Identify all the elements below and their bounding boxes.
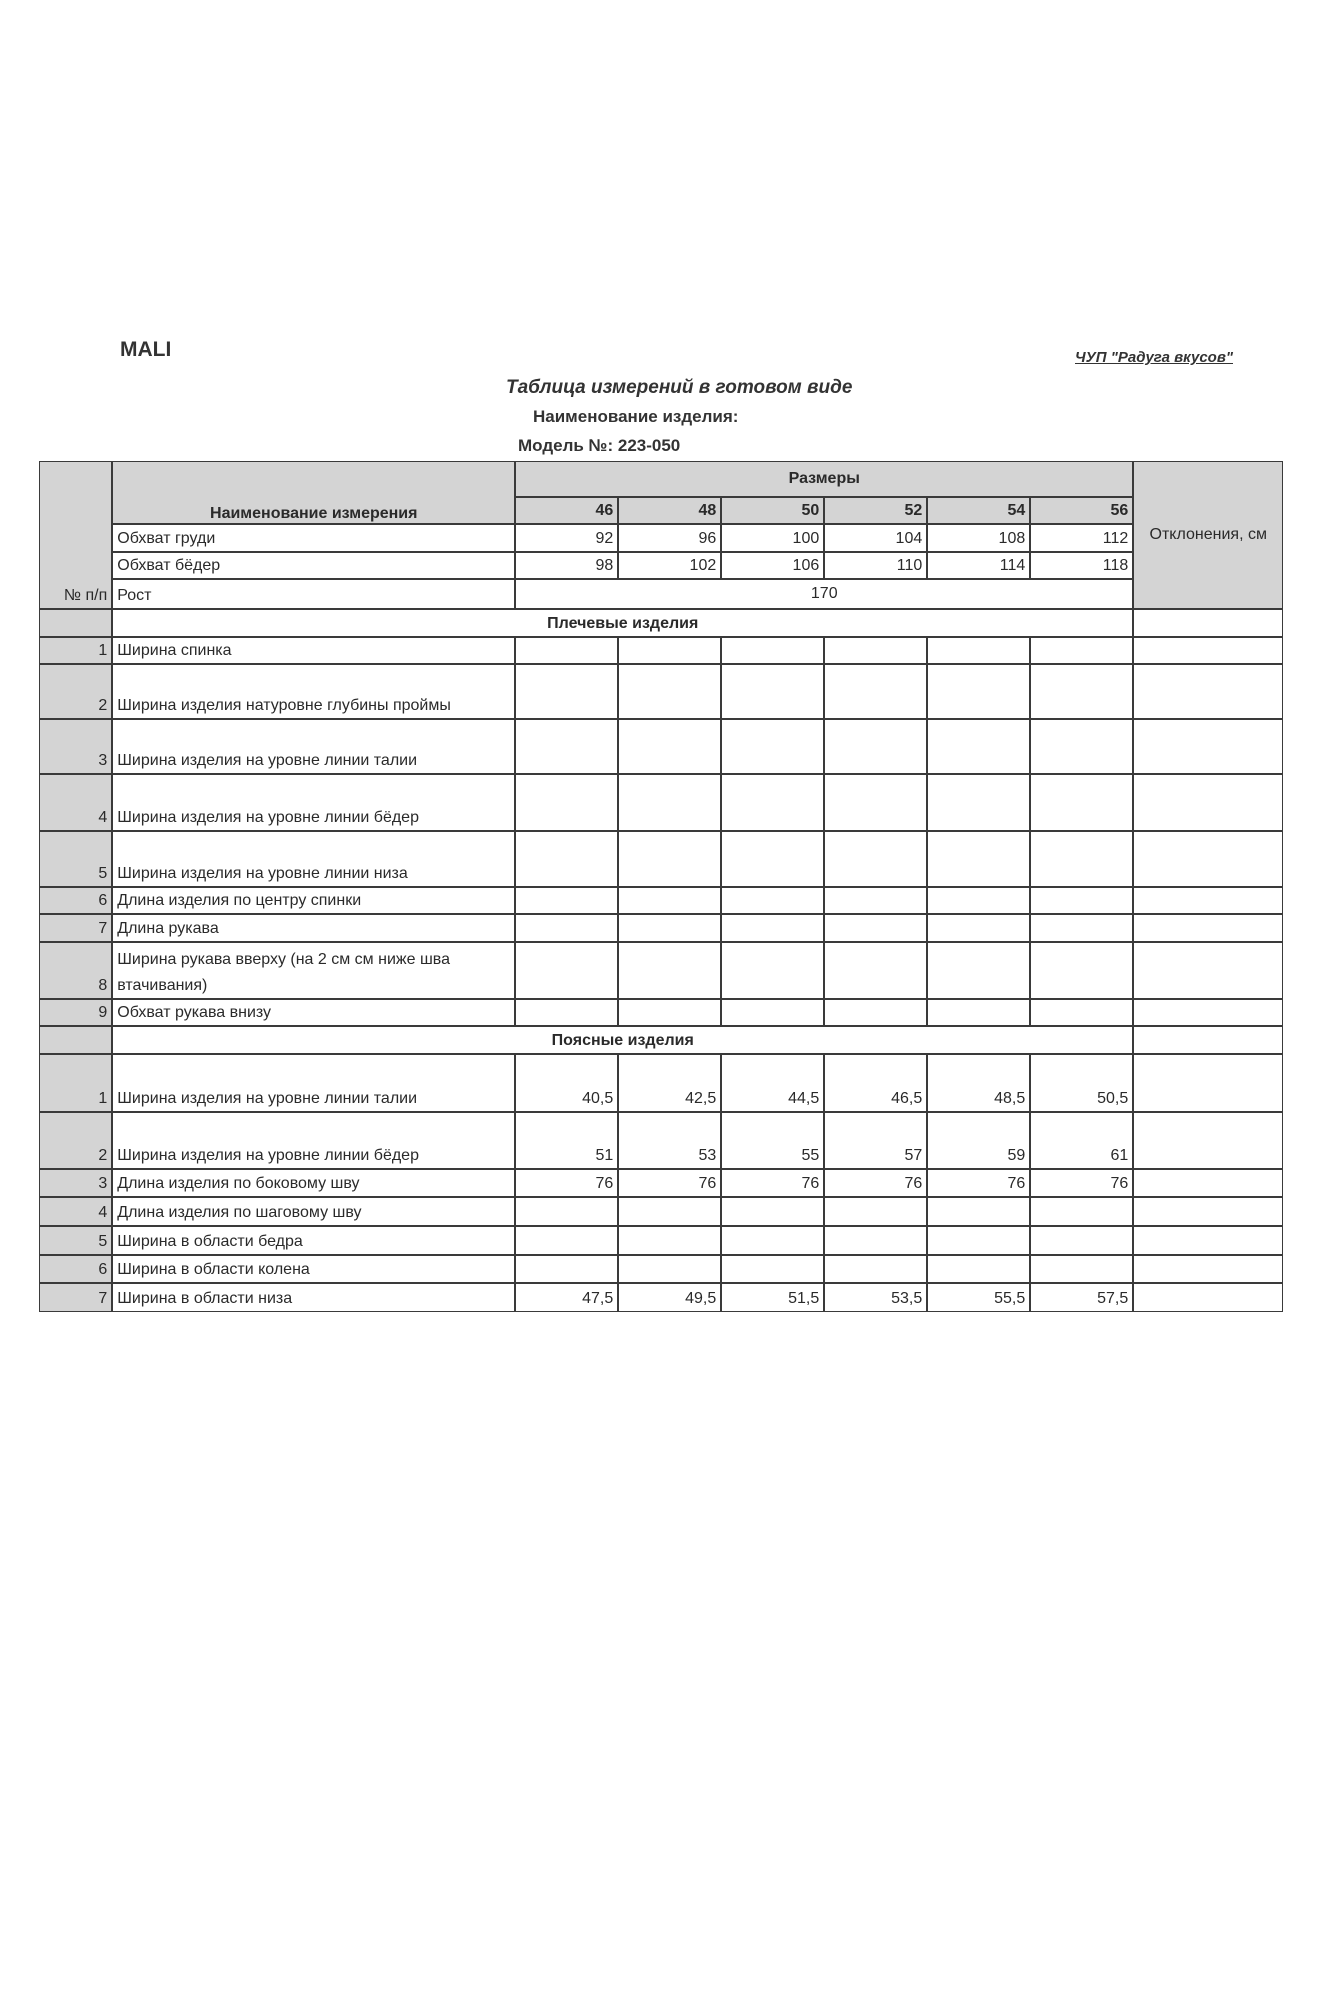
measurement-value [1030, 999, 1133, 1026]
measurement-value [824, 637, 927, 664]
measurement-value [927, 1197, 1030, 1226]
measurement-value [618, 887, 721, 914]
deviation-cell [1133, 1255, 1283, 1283]
measurement-value [721, 914, 824, 942]
row-number: 6 [39, 887, 112, 914]
deviation-cell [1133, 914, 1283, 942]
measurement-value [515, 887, 618, 914]
deviation-cell [1133, 664, 1283, 719]
deviation-cell [1133, 1054, 1283, 1112]
row-number: 2 [39, 1112, 112, 1169]
measurement-value: 49,5 [618, 1283, 721, 1312]
measurement-value [824, 664, 927, 719]
measurement-value [1030, 774, 1133, 831]
size-column-header: 46 [515, 497, 618, 524]
measurement-value [618, 1197, 721, 1226]
deviation-cell [1133, 1169, 1283, 1197]
measurement-value [1030, 887, 1133, 914]
measurement-value [1030, 1255, 1133, 1283]
measurement-value [515, 774, 618, 831]
row-number: 4 [39, 774, 112, 831]
measurement-name: Ширина изделия на уровне линии низа [112, 831, 515, 887]
row-number: 4 [39, 1197, 112, 1226]
measurement-value [824, 774, 927, 831]
row-number-header: № п/п [39, 461, 112, 609]
measurement-name: Ширина в области колена [112, 1255, 515, 1283]
body-param-value: 114 [927, 552, 1030, 579]
measurement-value [824, 1226, 927, 1255]
measurement-value [618, 719, 721, 774]
body-param-value: 92 [515, 524, 618, 552]
measurement-value [721, 999, 824, 1026]
measurement-name: Ширина в области бедра [112, 1226, 515, 1255]
measurement-value [721, 831, 824, 887]
measurement-value [1030, 719, 1133, 774]
row-number: 8 [39, 942, 112, 999]
measurement-value [1030, 1226, 1133, 1255]
measurement-name: Обхват рукава внизу [112, 999, 515, 1026]
deviation-cell [1133, 719, 1283, 774]
body-param-label: Рост [112, 579, 515, 609]
measurement-value [927, 999, 1030, 1026]
measurement-value [824, 914, 927, 942]
deviation-cell [1133, 1226, 1283, 1255]
measurement-name: Длина изделия по шаговому шву [112, 1197, 515, 1226]
measurement-name: Ширина изделия на уровне линии бёдер [112, 1112, 515, 1169]
measurement-value [618, 999, 721, 1026]
measurement-value: 47,5 [515, 1283, 618, 1312]
measurement-value: 51,5 [721, 1283, 824, 1312]
body-param-value: 100 [721, 524, 824, 552]
measurement-value [927, 914, 1030, 942]
measurement-name: Ширина в области низа [112, 1283, 515, 1312]
measurement-value [515, 1226, 618, 1255]
measurement-value [927, 1226, 1030, 1255]
measurement-value [721, 1255, 824, 1283]
measurement-table [40, 462, 1284, 1346]
deviation-cell [1133, 1197, 1283, 1226]
measurement-value: 57 [824, 1112, 927, 1169]
measurement-value [618, 914, 721, 942]
section-title: Поясные изделия [112, 1026, 1133, 1054]
measurement-name: Ширина изделия на уровне линии талии [112, 719, 515, 774]
measurement-value [824, 999, 927, 1026]
body-param-value: 112 [1030, 524, 1133, 552]
measurement-name: Ширина рукава вверху (на 2 см см ниже шва втачивания) [112, 942, 515, 999]
row-number: 2 [39, 664, 112, 719]
measurement-value: 76 [1030, 1169, 1133, 1197]
measurement-value [824, 887, 927, 914]
measurement-value [515, 942, 618, 999]
measurement-value: 55 [721, 1112, 824, 1169]
body-param-label: Обхват груди [112, 524, 515, 552]
measurement-value [1030, 1197, 1133, 1226]
deviation-cell [1133, 1283, 1283, 1312]
measurement-name-header: Наименование измерения [112, 461, 515, 524]
measurement-value [1030, 831, 1133, 887]
measurement-value [515, 637, 618, 664]
deviation-cell [1133, 1112, 1283, 1169]
measurement-value: 53 [618, 1112, 721, 1169]
row-number: 7 [39, 1283, 112, 1312]
model-number: Модель №: 223-050 [518, 436, 681, 455]
measurement-value [824, 1255, 927, 1283]
measurement-value [927, 887, 1030, 914]
measurement-value: 50,5 [1030, 1054, 1133, 1112]
deviation-cell [1133, 942, 1283, 999]
measurement-value [618, 774, 721, 831]
measurement-name: Ширина изделия на уровне линии бёдер [112, 774, 515, 831]
measurement-value [618, 664, 721, 719]
row-number: 1 [39, 637, 112, 664]
measurement-value: 61 [1030, 1112, 1133, 1169]
measurement-value [1030, 942, 1133, 999]
measurement-value [824, 942, 927, 999]
measurement-value [721, 664, 824, 719]
body-param-value: 104 [824, 524, 927, 552]
body-param-value: 102 [618, 552, 721, 579]
measurement-value: 76 [927, 1169, 1030, 1197]
measurement-value: 76 [618, 1169, 721, 1197]
measurement-value: 48,5 [927, 1054, 1030, 1112]
measurement-value [927, 831, 1030, 887]
measurement-value [515, 914, 618, 942]
measurement-value [515, 831, 618, 887]
measurement-value [721, 774, 824, 831]
measurement-value [721, 637, 824, 664]
body-param-value: 110 [824, 552, 927, 579]
body-param-value: 106 [721, 552, 824, 579]
deviation-cell [1133, 774, 1283, 831]
measurement-value: 44,5 [721, 1054, 824, 1112]
measurement-value: 42,5 [618, 1054, 721, 1112]
document-title: Таблица измерений в готовом виде [506, 377, 853, 398]
measurement-value: 57,5 [1030, 1283, 1133, 1312]
measurement-value: 59 [927, 1112, 1030, 1169]
measurement-value [721, 887, 824, 914]
size-column-header: 52 [824, 497, 927, 524]
row-number: 9 [39, 999, 112, 1026]
measurement-value [824, 719, 927, 774]
measurement-value [515, 664, 618, 719]
measurement-name: Ширина изделия на уровне линии талии [112, 1054, 515, 1112]
measurement-name: Ширина спинка [112, 637, 515, 664]
measurement-value: 76 [824, 1169, 927, 1197]
measurement-value: 53,5 [824, 1283, 927, 1312]
measurement-name: Длина изделия по боковому шву [112, 1169, 515, 1197]
measurement-value [618, 1226, 721, 1255]
section-spacer [39, 609, 112, 637]
deviation-cell [1133, 1026, 1283, 1054]
measurement-value [927, 1255, 1030, 1283]
measurement-value [927, 664, 1030, 719]
measurement-value [618, 1255, 721, 1283]
measurement-name: Длина изделия по центру спинки [112, 887, 515, 914]
body-param-value: 118 [1030, 552, 1133, 579]
row-number: 3 [39, 1169, 112, 1197]
row-number: 5 [39, 1226, 112, 1255]
sizes-header: Размеры [515, 461, 1133, 497]
brand-name: MALI [120, 338, 172, 361]
measurement-value [927, 942, 1030, 999]
row-number: 3 [39, 719, 112, 774]
size-column-header: 54 [927, 497, 1030, 524]
measurement-value [515, 999, 618, 1026]
measurement-value [515, 1255, 618, 1283]
deviation-cell [1133, 637, 1283, 664]
measurement-value [927, 637, 1030, 664]
product-name-label: Наименование изделия: [533, 407, 739, 426]
row-number: 7 [39, 914, 112, 942]
measurement-value: 76 [721, 1169, 824, 1197]
measurement-value [1030, 664, 1133, 719]
measurement-value [927, 719, 1030, 774]
measurement-value [515, 719, 618, 774]
measurement-value [721, 942, 824, 999]
body-param-value: 96 [618, 524, 721, 552]
size-column-header: 50 [721, 497, 824, 524]
body-param-value: 108 [927, 524, 1030, 552]
measurement-value [1030, 637, 1133, 664]
row-number: 1 [39, 1054, 112, 1112]
measurement-value [824, 1197, 927, 1226]
measurement-value [721, 719, 824, 774]
deviation-header: Отклонения, см [1133, 461, 1283, 609]
measurement-value: 76 [515, 1169, 618, 1197]
row-number: 5 [39, 831, 112, 887]
size-column-header: 48 [618, 497, 721, 524]
body-param-label: Обхват бёдер [112, 552, 515, 579]
row-number: 6 [39, 1255, 112, 1283]
deviation-cell [1133, 831, 1283, 887]
measurement-value: 40,5 [515, 1054, 618, 1112]
measurement-value [618, 942, 721, 999]
body-param-value: 98 [515, 552, 618, 579]
measurement-value [721, 1226, 824, 1255]
measurement-value: 55,5 [927, 1283, 1030, 1312]
measurement-value [515, 1197, 618, 1226]
measurement-value [721, 1197, 824, 1226]
measurement-value [618, 637, 721, 664]
measurement-value [927, 774, 1030, 831]
section-title: Плечевые изделия [112, 609, 1133, 637]
measurement-value [824, 831, 927, 887]
deviation-cell [1133, 887, 1283, 914]
section-spacer [39, 1026, 112, 1054]
measurement-value [618, 831, 721, 887]
size-column-header: 56 [1030, 497, 1133, 524]
deviation-cell [1133, 609, 1283, 637]
measurement-value [1030, 914, 1133, 942]
measurement-value: 46,5 [824, 1054, 927, 1112]
measurement-name: Длина рукава [112, 914, 515, 942]
measurement-value: 51 [515, 1112, 618, 1169]
company-name: ЧУП "Радуга вкусов" [1075, 349, 1233, 366]
deviation-cell [1133, 999, 1283, 1026]
height-value: 170 [515, 579, 1133, 609]
measurement-name: Ширина изделия натуровне глубины проймы [112, 664, 515, 719]
